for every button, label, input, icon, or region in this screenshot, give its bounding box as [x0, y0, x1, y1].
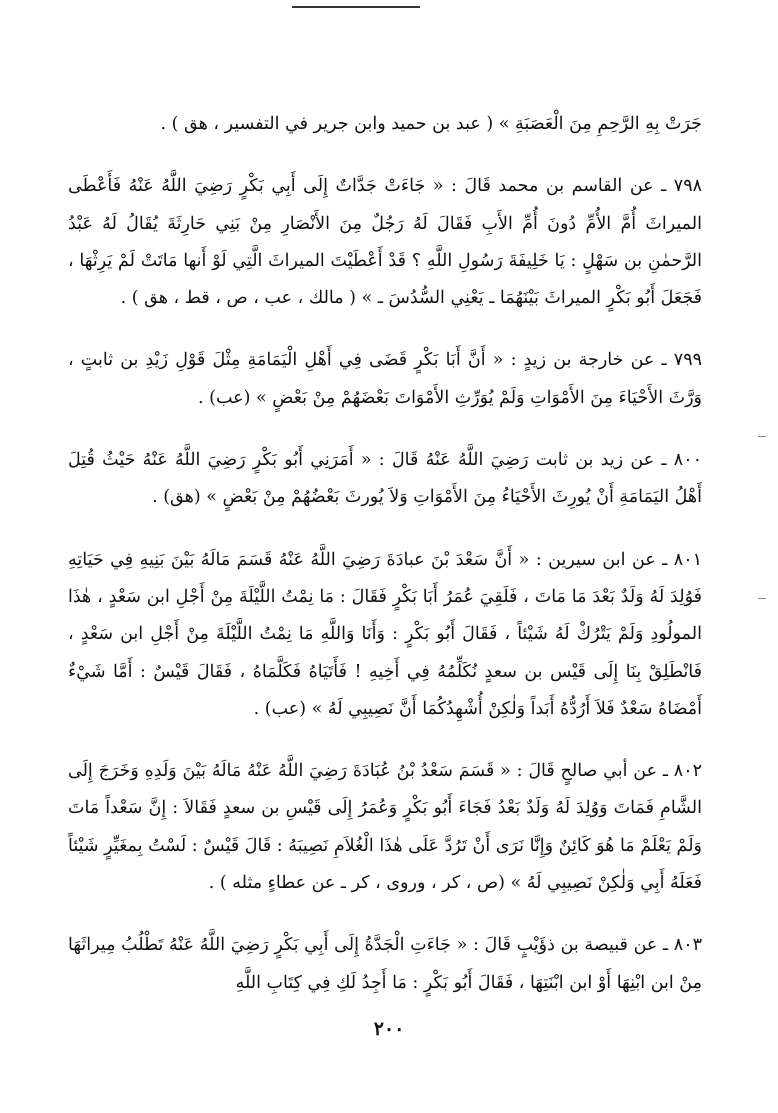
hadith-803: ٨٠٣ ـ عن قبيصة بن ذؤَيْبٍ قَالَ : « جَاءَتِ الْجَدَّةُ إِلَى أَبِي بَكْرٍ رَضِيَ اللَّهُ عَنْهُ تَطْلُبُ مِيراثَهَا مِنْ ابن ابْنِهَا أَوْ ابن ابْنَتِهَا ، فَقَالَ أَبُو بَكْرٍ : مَا أَجِدُ لَكِ فِي كِتَابِ اللَّهِ — [68, 935, 702, 993]
margin-mark — [758, 436, 766, 437]
page-body — [68, 106, 702, 1002]
margin-mark — [758, 598, 766, 599]
hadith-802: ٨٠٢ ـ عن أبي صالحٍ قَالَ : « قَسَمَ سَعْدُ بْنُ عُبَادَةَ رَضِيَ اللَّهُ عَنْهُ مَالَهُ بَيْنَ وَلَدِهِ وَخَرَجَ إِلَى الشَّامِ فَمَاتَ وَوُلِدَ لَهُ وَلَدٌ بَعْدُ فَجَاءَ أَبُو بَكْرٍ وَعُمَرُ إِلَى قَيْسِ بن سعدٍ فَقَالاَ : إِنَّ سَعْداً مَاتَ وَلَمْ يَعْلَمْ مَا هُوَ كَائِنٌ وَإِنَّا نَرَى أَنْ تَرُدَّ عَلَى هٰذَا الْغُلاَمِ نَصِيبَهُ : قَالَ قَيْسٌ : لَسْتُ بِمغَيِّرٍ شَيْئاً فَعَلَهُ أَبِي وَلٰكِنْ نَصِيبِي لَهُ » (ص ، كر ، وروى ، كر ـ عن عطاءٍ مثله ) . — [68, 761, 702, 894]
hadith-801: ٨٠١ ـ عن ابن سيرين : « أَنَّ سَعْدَ بْنَ عبادَةَ رَضِيَ اللَّهُ عَنْهُ قَسَمَ مَالَهُ بَيْنَ بَنِيهِ فِي حَيَاتِهِ فَوُلِدَ لَهُ وَلَدٌ بَعْدَ مَا مَاتَ ، فَلَقِيَ عُمَرُ أَبَا بَكْرٍ فَقَالَ : مَا نِمْتُ اللَّيْلَةَ مِنْ أَجْلِ ابن سَعْدٍ ، هٰذَا المولُودِ وَلَمْ يَتْرُكْ لَهُ شَيْئاً ، فَقَالَ أَبُو بَكْرٍ : وَأَنَا وَاللَّهِ مَا نِمْتُ اللَّيْلَةَ مِنْ أَجْلِ ابن سَعْدٍ ، فَانْطَلِقْ بِنَا إِلَى قَيْس بن سعدٍ نُكَلِّمُهُ فِي أَخِيهِ ! فَأَتَيَاهُ فَكَلَّمَاهُ ، فَقَالَ قَيْسٌ : أَمَّا شَيْءٌ أَمْضَاهُ سَعْدٌ فَلاَ أَرُدُّهُ أَبَداً وَلٰكِنْ أُشْهِدُكُمَا أَنَّ نَصِيبِي لَهُ » (عب) . — [68, 549, 702, 719]
page-number: ٢٠٠ — [373, 1018, 405, 1040]
hadith-799: ٧٩٩ ـ عن خارجة بن زيدٍ : « أَنَّ أَبَا بَكْرٍ قَضَى فِي أَهْلِ الْيَمَامَةِ مِثْلَ قَوْلِ زَيْدِ بن ثابتٍ ، وَرَّثَ الأَحْيَاءَ مِنَ الأَمْوَاتِ وَلَمْ يُوَرِّثِ الأَمْوَاتَ بَعْضَهُمْ مِنْ بَعْضٍ » (عب) . — [68, 350, 702, 408]
hadith-800: ٨٠٠ ـ عن زيد بن ثابت رَضِيَ اللَّهُ عَنْهُ قَالَ : « أَمَرَنِي أَبُو بَكْرٍ رَضِيَ اللَّهُ عَنْهُ حَيْثُ قُتِلَ أَهْلُ اليَمَامَةِ أَنْ يُورِثَ الأَحْيَاءُ مِنَ الأَمْوَاتِ وَلاَ يُورثَ بَعْضُهُمْ مِنْ بَعْضٍ » (هق) . — [68, 450, 702, 508]
top-rule — [292, 6, 420, 8]
paragraph-continuation: جَرَتْ بِهِ الرَّحِمِ مِنَ الْعَصَبَةِ » ( عبد بن حميد وابن جرير في التفسير ، هق ) . — [160, 114, 702, 134]
hadith-798: ٧٩٨ ـ عن القاسم بن محمد قَالَ : « جَاءَتْ جَدَّاتٌ إِلَى أَبِي بَكْرٍ رَضِيَ اللَّهُ عَنْهُ فَأَعْطَى الميراثَ أُمَّ الأُمِّ دُونَ أُمِّ الأَبِ فَقَالَ لَهُ رَجُلٌ مِنَ الأَنْصَارِ مِنْ بَنِي حَارِثَةَ يُقَالُ لَهُ عَبْدُ الرَّحمٰنِ بن سَهْلٍ : يَا خَلِيفَةَ رَسُولِ اللَّهِ ؟ قَدْ أَعْطَيْتَ الميراثَ الَّتِي لَوْ أَنها مَاتَتْ لَمْ يَرِثْهَا ، فَجَعَلَ أَبُو بَكْرٍ الميراثَ بَيْنَهُمَا ـ يَعْنِي السُّدُسَ ـ » ( مالك ، عب ، ص ، قط ، هق ) . — [68, 176, 702, 309]
